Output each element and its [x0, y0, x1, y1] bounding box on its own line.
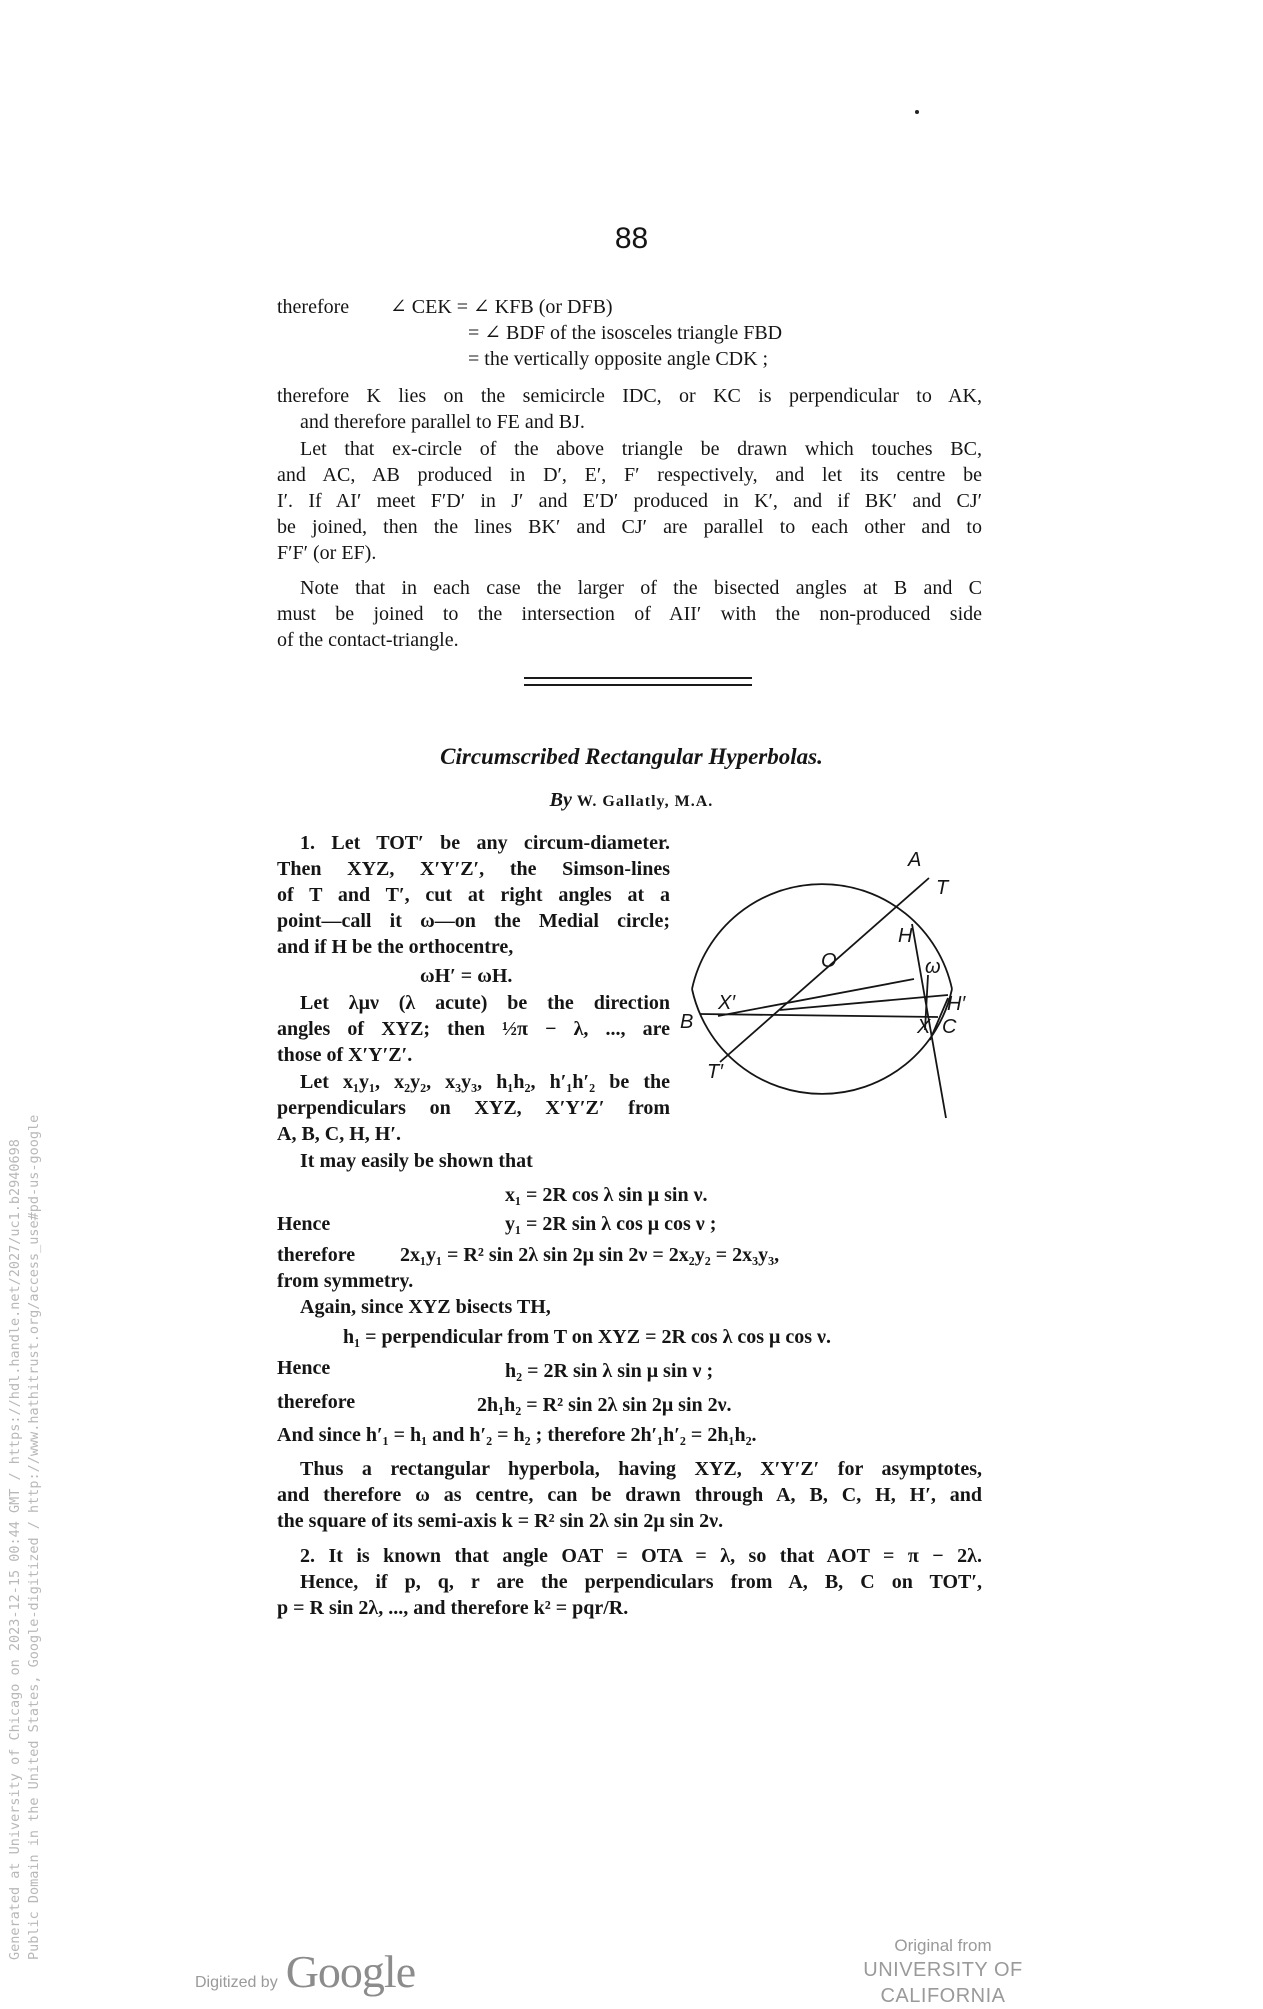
hathitrust-margin-note — [6, 1115, 44, 1960]
simson-line-xprime — [718, 979, 914, 1016]
text-line: point—call it ω—on the Medial circle; — [277, 910, 670, 932]
equation-line: = ∠ BDF of the isosceles triangle FBD — [468, 322, 783, 344]
digitized-by-label: Digitized by — [195, 1974, 278, 1991]
label-A: A — [908, 849, 922, 871]
google-logo: Google — [285, 1946, 416, 1997]
text-line: A, B, C, H, H′. — [277, 1123, 401, 1145]
label-H: H — [898, 925, 913, 947]
hence-label: Hence — [277, 1213, 331, 1235]
label-X-prime: X′ — [718, 992, 736, 1014]
text-line: of T and T′, cut at right angles at a — [277, 884, 670, 906]
text-line: from symmetry. — [277, 1270, 414, 1292]
therefore-label: therefore — [277, 1391, 356, 1413]
label-C: C — [942, 1016, 957, 1038]
text-line: F′F′ (or EF). — [277, 542, 377, 564]
page-number: 88 — [614, 222, 649, 255]
author-name: W. Gallatly, M.A. — [576, 793, 714, 810]
therefore-label: therefore — [277, 296, 350, 318]
digitized-by-google — [195, 1945, 415, 1998]
text-line: Note that in each case the larger of the bisected angles at B and C — [300, 577, 982, 599]
text-line: of the contact-triangle. — [277, 629, 459, 651]
original-from-label: Original from — [894, 1936, 992, 1955]
label-omega: ω — [925, 956, 941, 978]
equation-line: 2h₁h₂ = R² sin 2λ sin 2μ sin 2ν. — [477, 1394, 732, 1416]
equation-line: x₁ = 2R cos λ sin μ sin ν. — [505, 1184, 708, 1206]
text-line: Hence, if p, q, r are the perpendiculars from A, B, C on TOT′, — [300, 1571, 982, 1593]
equation-line: h₂ = 2R sin λ sin μ sin ν ; — [505, 1360, 714, 1382]
speck-mark — [915, 110, 919, 114]
label-O: O — [821, 950, 837, 972]
text-line: 2. It is known that angle OAT = OTA = λ, so that AOT = π − 2λ. — [300, 1545, 982, 1567]
label-T: T — [936, 877, 949, 899]
text-line: be joined, then the lines BK′ and CJ′ are parallel to each other and to — [277, 516, 982, 538]
text-line: Let λμν (λ acute) be the direction — [300, 992, 670, 1014]
equation-line: y₁ = 2R sin λ cos μ cos ν ; — [505, 1213, 717, 1235]
text-line: perpendiculars on XYZ, X′Y′Z′ from — [277, 1097, 670, 1119]
equation-line: 2x₁y₁ = R² sin 2λ sin 2μ sin 2ν = 2x₂y₂ = 2x₃y₃, — [400, 1244, 780, 1266]
article-title: Circumscribed Rectangular Hyperbolas. — [440, 744, 823, 769]
label-T-prime: T′ — [707, 1061, 723, 1083]
text-line: and if H be the orthocentre, — [277, 936, 514, 958]
text-line: therefore K lies on the semicircle IDC, or KC is perpendicular to AK, — [277, 385, 982, 407]
margin-note-line: Generated at University of Chicago on 2023-12-15 00:44 GMT / https://hdl.handle.net/2027/uc1.b2940698 — [7, 1139, 23, 1960]
text-line: Then XYZ, X′Y′Z′, the Simson-lines — [277, 858, 670, 880]
equation-line: = the vertically opposite angle CDK ; — [468, 348, 769, 370]
equation-line: ωH′ = ωH. — [420, 965, 513, 987]
chord-bc — [700, 1014, 938, 1017]
text-line: Thus a rectangular hyperbola, having XYZ, X′Y′Z′ for asymptotes, — [300, 1458, 982, 1480]
text-line: 1. Let TOT′ be any circum-diameter. — [300, 832, 670, 854]
line-to-hprime — [780, 995, 948, 1010]
text-line: angles of XYZ; then ½π − λ, ..., are — [277, 1018, 670, 1040]
equation-line: ∠ CEK = ∠ KFB (or DFB) — [390, 296, 613, 318]
text-line: must be joined to the intersection of AII′ with the non-produced side — [277, 603, 982, 625]
therefore-label: therefore — [277, 1244, 356, 1266]
margin-note-line: Public Domain in the United States, Google-digitized / http://www.hathitrust.org/access_use#pd-us-google — [26, 1114, 42, 1960]
text-line: Let x₁y₁, x₂y₂, x₃y₃, h₁h₂, h′₁h′₂ be the — [300, 1071, 670, 1093]
text-line: and AC, AB produced in D′, E′, F′ respectively, and let its centre be — [277, 464, 982, 486]
equation-line: h₁ = perpendicular from T on XYZ = 2R cos λ cos μ cos ν. — [343, 1326, 831, 1348]
text-line: those of X′Y′Z′. — [277, 1044, 413, 1066]
label-X: X — [917, 1016, 931, 1038]
separator-rule — [524, 684, 752, 686]
text-line: p = R sin 2λ, ..., and therefore k² = pqr/R. — [277, 1597, 629, 1619]
text-line: and therefore ω as centre, can be drawn through A, B, C, H, H′, and — [277, 1484, 982, 1506]
text-line: the square of its semi-axis k = R² sin 2λ sin 2μ sin 2ν. — [277, 1510, 724, 1532]
label-B: B — [680, 1011, 694, 1033]
text-line: and therefore parallel to FE and BJ. — [300, 411, 585, 433]
separator-rule — [524, 677, 752, 679]
text-line: And since h′₁ = h₁ and h′₂ = h₂ ; therefore 2h′₁h′₂ = 2h₁h₂. — [277, 1424, 757, 1446]
text-line: Let that ex-circle of the above triangle be drawn which touches BC, — [300, 438, 982, 460]
text-line: It may easily be shown that — [300, 1150, 533, 1172]
university-name: UNIVERSITY OF CALIFORNIA — [863, 1959, 1023, 2007]
text-line: Again, since XYZ bisects TH, — [300, 1296, 551, 1318]
original-source — [808, 1935, 1078, 2009]
byline-by: By — [549, 789, 572, 811]
label-H-prime: H′ — [947, 993, 966, 1015]
circle-figure — [680, 830, 980, 1130]
text-line: I′. If AI′ meet F′D′ in J′ and E′D′ produced in K′, and if BK′ and CJ′ — [277, 490, 982, 512]
byline — [0, 789, 1263, 812]
hence-label: Hence — [277, 1357, 331, 1379]
